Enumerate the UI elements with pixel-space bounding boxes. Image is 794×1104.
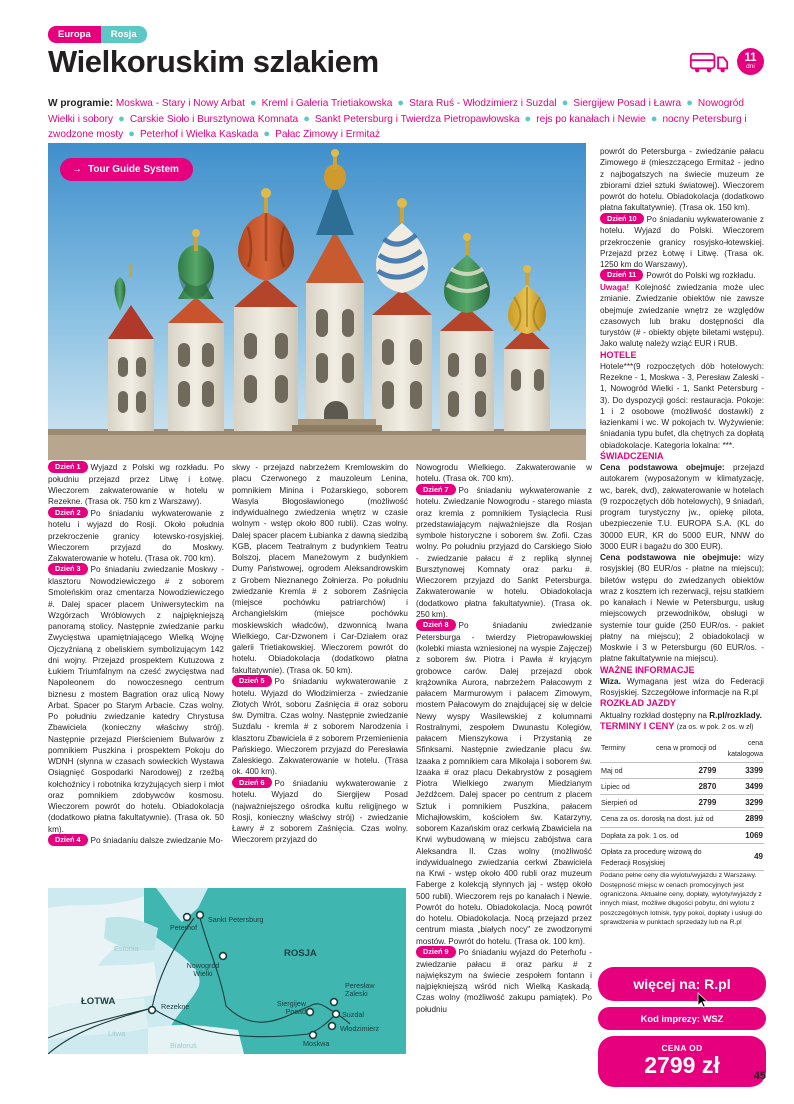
day-badge: Dzień 2 [48, 507, 88, 519]
program-item: Peterhof i Wielka Kaskada [139, 129, 259, 141]
itinerary-paragraph [232, 462, 408, 676]
itinerary-text: Po śniadaniu wykwaterowanie z hotelu. Zwiedzanie Nowogrodu - starego miasta oraz kremla z pomnikiem Tysiąclecia Rusi przedstawiającym najważniejsze dla Rosjan symbole historyczne i soborem św. Zofii. Czas wolny. Po południu przyjazd do Carskiego Sioło - zwiedzanie pałacu # z repliką słynnej Bursztynowej Komnaty oraz parku #. Wieczorem przyjazd do Sankt Petersburga. Zakwaterowanie w hotelu. Obiadokolacja (dodatkowo płatna fakultatywnie). (Trasa ok. 250 km). [416, 485, 592, 619]
map-label-estonia: Estonia [114, 944, 139, 953]
itinerary-text: Po śniadaniu wyjazd do Peterhofu - zwiedzanie pałacu # oraz parku # z największym na świecie zespołem fontann i najpiękniejszą wśród nich Wielką Kaskadą. Czas wolny (możliwość zakupu pamiątek). Po południu [416, 947, 592, 1014]
uwaga-text: Kolejność zwiedzania może ulec zmianie. Zwiedzanie obiektów nie zawsze obejmuje zwiedzanie wnętrz ze względów czasowych lub braku dostępności dla turystów (# - obiekty objęte biletami wstępu). Jako walutę należy wziąć EUR i RUB. [600, 283, 765, 349]
map-label-wlodzimierz: Włodzimierz [340, 1024, 380, 1033]
itinerary-text: Po śniadaniu wykwaterowanie z hotelu. Wyjazd do Włodzimierza - zwiedzanie Złotych Wrót, soboru Zaśnięcia # oraz soboru św. Dymitra. Czas wolny. Następnie zwiedzanie Suzdalu - kremla # z soborem Narodzenia i klasztoru Zbawiciela # z soborem Przemienienia Pańskiego. Wieczorem przyjazd do Peresławia Zaleskiego. Zakwaterowanie w hotelu. (Trasa ok. 400 km). [232, 676, 408, 777]
itinerary-paragraph [600, 214, 764, 271]
map-label-suzdal: Suzdal [342, 1010, 364, 1019]
header-icons [689, 48, 764, 75]
tag-region[interactable]: Europa [48, 26, 101, 43]
table-cell: 2799 [648, 762, 718, 778]
table-cell-label: Dopłata za pok. 1 os. od [600, 827, 717, 843]
bullet-icon: ● [521, 112, 535, 125]
program-item: Nowogród Wielki i sobory [48, 98, 744, 125]
rozklad-block [600, 710, 764, 721]
map-label-nowogrod-1: Nowogród [186, 961, 220, 970]
itinerary-paragraph [48, 835, 224, 847]
map-label-siergijew-1: Siergijew [276, 999, 306, 1008]
table-cell-value: 1069 [717, 827, 764, 843]
uwaga-block [600, 282, 764, 350]
prices-column-header: Terminy [600, 736, 648, 762]
itinerary-text: Po śniadaniu zwiedzanie Moskwy - klasztoru Nowodziewiczego # z soborem Smoleńskim oraz cmentarza Nowodziewiczego #. Dalej spacer placem Uniwersyteckim na Wzgórzach Wróblowych z najpiękniejszą panoramą stolicy. Następnie zwiedzanie parku Zwycięstwa upamiętniającego Wielką Wojnę Ojczyźnianą z obeliskiem symbolizującym 142 dni wojny. Przejazd prospektem Kutuzowa z Łukiem Triumfalnym na cześć zwycięstwa nad Napoleonem do nowoczesnego centrum biznesu z mostem Bagration oraz ulicą Nowy Arbat. Spacer po Starym Arbacie. Czas wolny. Po południu zwiedzanie katedry Chrystusa Zbawiciela (konieczny właściwy strój). Następnie przejazd Pierścieniem Bulwarów z pomnikiem Puszkina i prospektem Pokoju do WDNH (słynna w czasach sowieckich Wystawa Osiągnięć Gospodarki Narodowej) z rzeźbą kołchoźnicy i robotnika krzyżujących sierp i młot oraz pomnikiem zdobywców kosmosu. Wieczorem powrót do hotelu. Obiadokolacja (dodatkowo płatna fakultatywnie). (Trasa ok. 50 km). [48, 565, 224, 834]
itinerary-paragraph [600, 270, 764, 282]
program-item: Sankt Petersburg i Twierdza Pietropawłowska [314, 113, 520, 125]
bullet-icon: ● [260, 128, 274, 141]
breadcrumb [48, 26, 147, 43]
map-label-pereslaw-2: Zaleski [345, 989, 368, 998]
bullet-icon: ● [647, 112, 661, 125]
program-item: nocny Petersburg i zwodzone mosty [48, 113, 747, 141]
prices-table-body [600, 762, 764, 871]
day-badge: Dzień 11 [600, 269, 643, 281]
program-item: rejs po kanałach i Newie [536, 113, 646, 125]
itinerary-text: Po śniadaniu wykwaterowanie z hotelu. Wyjazd do Polski. Wieczorem przekroczenie granicy rosyjsko-łotewskiej. Przejazd przez Łotwę i Litwę. (Trasa ok. 1250 km do Warszawy). [600, 214, 764, 270]
map-label-sankt-petersburg: Sankt Petersburg [208, 915, 264, 924]
rozklad-heading: ROZKŁAD JAZDY [600, 698, 676, 709]
itinerary-paragraph [416, 485, 592, 621]
bullet-icon: ● [558, 97, 572, 109]
price-amount: 2799 zł [644, 1052, 720, 1078]
table-cell: 3399 [717, 762, 764, 778]
program-item: Moskwa - Stary i Nowy Arbat [115, 98, 245, 109]
table-cell-value: 2899 [717, 811, 764, 827]
duration-number: 11 [744, 51, 757, 64]
swiadczenia-heading: ŚWIADCZENIA [600, 450, 664, 461]
price-label: CENA OD [661, 1043, 703, 1053]
offer-code-button[interactable]: Kod imprezy: WSZ [598, 1007, 766, 1030]
itinerary-paragraph [600, 146, 764, 214]
itinerary-text: Po śniadaniu dalsze zwiedzanie Mo- [90, 835, 223, 845]
table-cell-value: 49 [717, 843, 764, 871]
itinerary-paragraph [48, 508, 224, 565]
program-item: Carskie Sioło i Bursztynowa Komnata [129, 113, 299, 125]
itinerary-paragraph [416, 462, 592, 485]
day-badge: Dzień 8 [416, 619, 456, 631]
bullet-icon: ● [683, 97, 696, 109]
itinerary-paragraph [48, 564, 224, 835]
hero-image [48, 143, 586, 460]
day-badge: Dzień 6 [232, 777, 272, 789]
wiza-label: Wiza. [600, 676, 621, 686]
tag-country[interactable]: Rosja [101, 26, 147, 43]
program-items [48, 98, 747, 140]
itinerary-text: Po śniadaniu wykwaterowanie z hotelu. Wyjazd do Siergijew Posad (najważniejszego ośrodka kultu religijnego w Rosji, konieczny właściwy strój) - zwiedzanie Ławry # z soborem Zaśnięcia. Czas wolny. Wieczorem przyjazd do [232, 778, 408, 845]
map-label-rezekne: Rezekne [161, 1002, 190, 1011]
bullet-icon: ● [300, 112, 313, 125]
cena-obejmuje-text: przejazd autokarem (wyposażonym w klimatyzację, wc, barek, dvd), zakwaterowanie w hotelach (9 rozpoczętych dób hotelowych), 9 śniadań, program turystyczny jw., opiekę pilota, ubezpieczenie T.U. EUROPA S.A. (KL do 30000 EUR, KR do 5000 EUR, NNW do 3000 EUR i bagażu do 300 EUR). [600, 463, 764, 551]
day-badge: Dzień 9 [416, 946, 456, 958]
bullet-icon: ● [115, 112, 128, 125]
prices-heading-text: TERMINY I CENY [600, 720, 675, 731]
price-badge[interactable] [598, 1036, 766, 1087]
arrow-right-icon: → [72, 164, 82, 175]
map-label-nowogrod-2: Wielki [193, 969, 213, 978]
program-list [48, 96, 764, 143]
map-label-litwa: Litwa [108, 1029, 126, 1038]
program-item: Siergijew Posad i Ławra [573, 98, 682, 109]
prices-column-header: cena w promocji od [648, 736, 718, 762]
table-cell: 2870 [648, 778, 718, 794]
prices-column-header: cena katalogowa [717, 736, 764, 762]
program-item: Kreml i Galeria Trietiakowska [261, 98, 393, 109]
rozklad-link[interactable]: R.pl/rozklady. [709, 710, 762, 720]
prices-table [600, 736, 764, 871]
itinerary-text: powrót do Petersburga - zwiedzanie pałacu Zimowego # (mieszczącego Ermitaż - jedno z najbogatszych na świecie muzeum ze zbiorami dzieł sztuki światowej). Wieczorem powrót do hotelu. Obiadokolacja (dodatkowo płatna fakultatywnie). (Trasa ok. 150 km). [600, 147, 764, 213]
tour-guide-badge[interactable] [60, 158, 193, 181]
bullet-icon: ● [246, 97, 260, 109]
day-badge: Dzień 5 [232, 675, 272, 687]
itinerary-paragraph [232, 676, 408, 778]
itinerary-column-2 [232, 462, 408, 846]
duration-badge [737, 48, 764, 75]
prices-heading [600, 721, 764, 733]
table-cell: Sierpień od [600, 795, 648, 811]
itinerary-paragraph [232, 778, 408, 846]
wazne-heading: WAŻNE INFORMACJE [600, 664, 695, 675]
cena-nie-obejmuje-label: Cena podstawowa nie obejmuje: [600, 553, 741, 563]
table-row [600, 811, 764, 827]
mouse-cursor [697, 992, 708, 1008]
itinerary-text: Nowogrodu Wielkiego. Zakwaterowanie w hotelu. (Trasa ok. 700 km). [416, 463, 592, 484]
table-cell: Lipiec od [600, 778, 648, 794]
map-label-siergijew-2: Posad [285, 1007, 306, 1016]
page-title: Wielkoruskim szlakiem [48, 44, 379, 79]
prices-fineprint: Podano pełne ceny dla wylotu/wyjazdu z Warszawy. Dostępność miejsc w cenach promocyjnych jest ograniczona. Aktualne ceny, dopłaty, wyloty/wyjazdy z innych miast, możliwe długości pobytu, dni wylotu z poszczególnych lotnisk, typy pokoi, dopłaty i usługi do sprawdzenia w punktach sprzedaży lub na R.pl [600, 872, 763, 926]
table-row [600, 795, 764, 811]
cena-obejmuje-block [600, 462, 764, 552]
map-label-moskwa: Moskwa [303, 1039, 330, 1048]
itinerary-text: Wyjazd z Polski wg rozkładu. Po południu przejazd przez Litwę i Łotwę. Wieczorem zakwaterowanie w hotelu w Rezekne. (Trasa ok. 750 km z Warszawy). [48, 463, 224, 507]
itinerary-paragraph [416, 947, 592, 1015]
map-label-peterhof: Peterhof [170, 923, 198, 932]
page-number: 45 [753, 1070, 766, 1082]
route-map-svg [48, 888, 406, 1054]
bullet-icon: ● [394, 97, 408, 109]
itinerary-column-3 [416, 462, 592, 1015]
program-item: Pałac Zimowy i Ermitaż [275, 129, 380, 141]
table-cell-label: Cena za os. dorosłą na dost. już od [600, 811, 717, 827]
itinerary-text: skwy - przejazd nabrzeżem Kremlowskim do placu Czerwonego z mauzoleum Lenina, pomnikiem Minina i Pożarskiego, soborem Wasyla Błogosławionego (możliwość indywidualnego zwiedzenia wnętrz w czasie wolnym - wstęp około 800 rubli). Czas wolny. Dalej spacer placem Łubianka z dawną siedzibą KGB, placem Teatralnym z budynkiem Teatru Bolszoj, placem Maneżowym z budynkiem Dumy Państwowej, ogrodem Aleksandrowskim z Grobem Nieznanego Żołnierza. Po południu zwiedzanie Kremla # z soborem Zaśnięcia (miejsce pochówku patriarchów) i Archangielskim (miejsce pochówku moskiewskich władców), dzwonnicą Iwana Wielkiego, Car-Dzwonem i Car-Działem oraz galerii Trietiakowskiej. Wieczorem powrót do hotelu. Obiadokolacja (dodatkowo płatna fakultatywnie). (Trasa ok. 50 km). [232, 463, 408, 675]
itinerary-text: Po śniadaniu zwiedzanie Petersburga - twierdzy Pietropawłowskiej (kolebki miasta wzniesionej na wyspie Zajęczej) z soborem św. Piotra i Pawła # kryjącym grobowce carów. Dalej przejazd obok krążownika Aurora, nabrzeżem Pałacowym z pałacem Marmurowym i pałacem Zimowym, mostem Pałacowym do znajdującej się w delcie Newy wyspy Wasilewskiej z kolumnami Rostralnymi, zespołem Dwunastu Kolegiów, pałacem Mienszykowa i Przystanią ze Sfinksami. Następnie zwiedzanie placu św. Izaaka z pomnikiem cara Mikołaja i soborem św. Izaaka # oraz placu Dekabrystów z posągiem Piotra Wielkiego zwanym Miedzianym Jeźdźcem. Dalej spacer po centrum z placem Sztuk i pomnikiem Puszkina, pałacem Michajłowskim, kościołem św. Katarzyny, soborem Kazańskim oraz cerkwią Zbawiciela na Krwi wybudowaną w miejscu zabójstwa cara Aleksandra II. Czas wolny (możliwość indywidualnego zwiedzania cerkwi Zbawiciela na Krwi - wstęp około 400 rubli oraz muzeum Faberge z kolekcją słynnych jaj - wstęp około 500 rubli). Wieczorem rejs po kanałach i Newie. Powrót do hotelu. Obiadokolacja. Nocą powrót do hotelu. Obiadokolacja. Nocą przejazd przez centrum miasta „białych nocy" ze zwodzonymi mostów. Powrót do hotelu. (Trasa ok. 100 km). [416, 621, 592, 946]
table-row [600, 778, 764, 794]
table-row [600, 843, 764, 871]
table-cell: 2799 [648, 795, 718, 811]
table-cell: Maj od [600, 762, 648, 778]
bus-icon [689, 49, 729, 75]
day-badge: Dzień 3 [48, 563, 88, 575]
hotele-heading: HOTELE [600, 349, 637, 360]
route-map [48, 888, 406, 1054]
more-info-button[interactable]: więcej na: R.pl [598, 967, 766, 1001]
itinerary-text: Powrót do Polski wg rozkładu. [646, 271, 756, 281]
itinerary-paragraph [48, 462, 224, 508]
map-label-pereslaw-1: Peresław [345, 981, 375, 990]
day-badge: Dzień 4 [48, 834, 88, 846]
table-cell: 3299 [717, 795, 764, 811]
prices-table-header-row [600, 736, 764, 762]
day-badge: Dzień 7 [416, 484, 456, 496]
cena-nie-obejmuje-block [600, 552, 764, 665]
map-label-lotwa: ŁOTWA [81, 996, 116, 1007]
table-cell: 3499 [717, 778, 764, 794]
saint-basil-cathedral-illustration [48, 143, 586, 460]
map-label-bialorus: Białoruś [170, 1041, 197, 1050]
day-badge: Dzień 1 [48, 461, 88, 473]
uwaga-label: Uwaga! [600, 283, 630, 293]
info-column [600, 146, 764, 927]
cena-nie-obejmuje-text: wizy rosyjskiej (80 EUR/os - płatne na miejscu); biletów wstępu do zwiedzanych obiektów wraz z kosztem ich rezerwacji, rejsu statkiem po kanałach i Newie w Petersburgu, usług miejscowych przewodników, obsługi w systemie tour guide (250 EUR/os. - pakiet płatny na miejscu); 2 obiadokolacji w Moskwie i 3 w Petersburgu (60 EUR/os. - płatne fakultatywnie na miejscu). [600, 553, 764, 664]
wiza-block [600, 676, 764, 699]
itinerary-text: Po śniadaniu wykwaterowanie z hotelu i wyjazd do Rosji. Około południa przekroczenie granicy łotewsko-rosyjskiej. Wieczorem przyjazd do Moskwy. Zakwaterowanie w hotelu. (Trasa ok. 700 km). [48, 508, 224, 564]
wiza-text: Wymagana jest wiza do Federacji Rosyjskiej. Szczegółowe informacje na R.pl [600, 676, 764, 698]
program-label: W programie: [48, 98, 114, 109]
itinerary-column-1 [48, 462, 224, 847]
prices-heading-sub: (za os. w pok. 2 os. w zł) [676, 723, 754, 731]
itinerary-paragraph [416, 620, 592, 947]
hotele-text: Hotele***(9 rozpoczętych dób hotelowych: Rezekne - 1, Moskwa - 3, Peresław Zaleski - 1, Nowogród Wielki - 1, Sankt Petersburg - 3). Do dyspozycji gości: restauracja. Pokoje: 1 i 2 osobowe (możliwość dostawki) z łazienkami i wc. W pokojach tv. Wyżywienie: śniadania typu bufet, dla chętnych za dopłatą obiadokolacje. Kategoria lokalna: ***. [600, 361, 764, 450]
map-label-rosja: ROSJA [284, 948, 317, 959]
day-badge: Dzień 10 [600, 213, 644, 225]
tour-guide-badge-label: Tour Guide System [88, 164, 179, 175]
duration-unit: dni [746, 63, 755, 70]
table-row [600, 762, 764, 778]
table-cell-label: Opłata za procedurę wizową do Federacji Rosyjskiej [600, 843, 717, 871]
cta-block [598, 967, 766, 1087]
program-item: Stara Ruś - Włodzimierz i Suzdal [409, 98, 557, 109]
rozklad-text: Aktualny rozkład dostępny na [600, 710, 710, 720]
itinerary-column-4 [600, 146, 764, 282]
cena-obejmuje-label: Cena podstawowa obejmuje: [600, 463, 725, 473]
table-row [600, 827, 764, 843]
bullet-icon: ● [125, 128, 138, 141]
